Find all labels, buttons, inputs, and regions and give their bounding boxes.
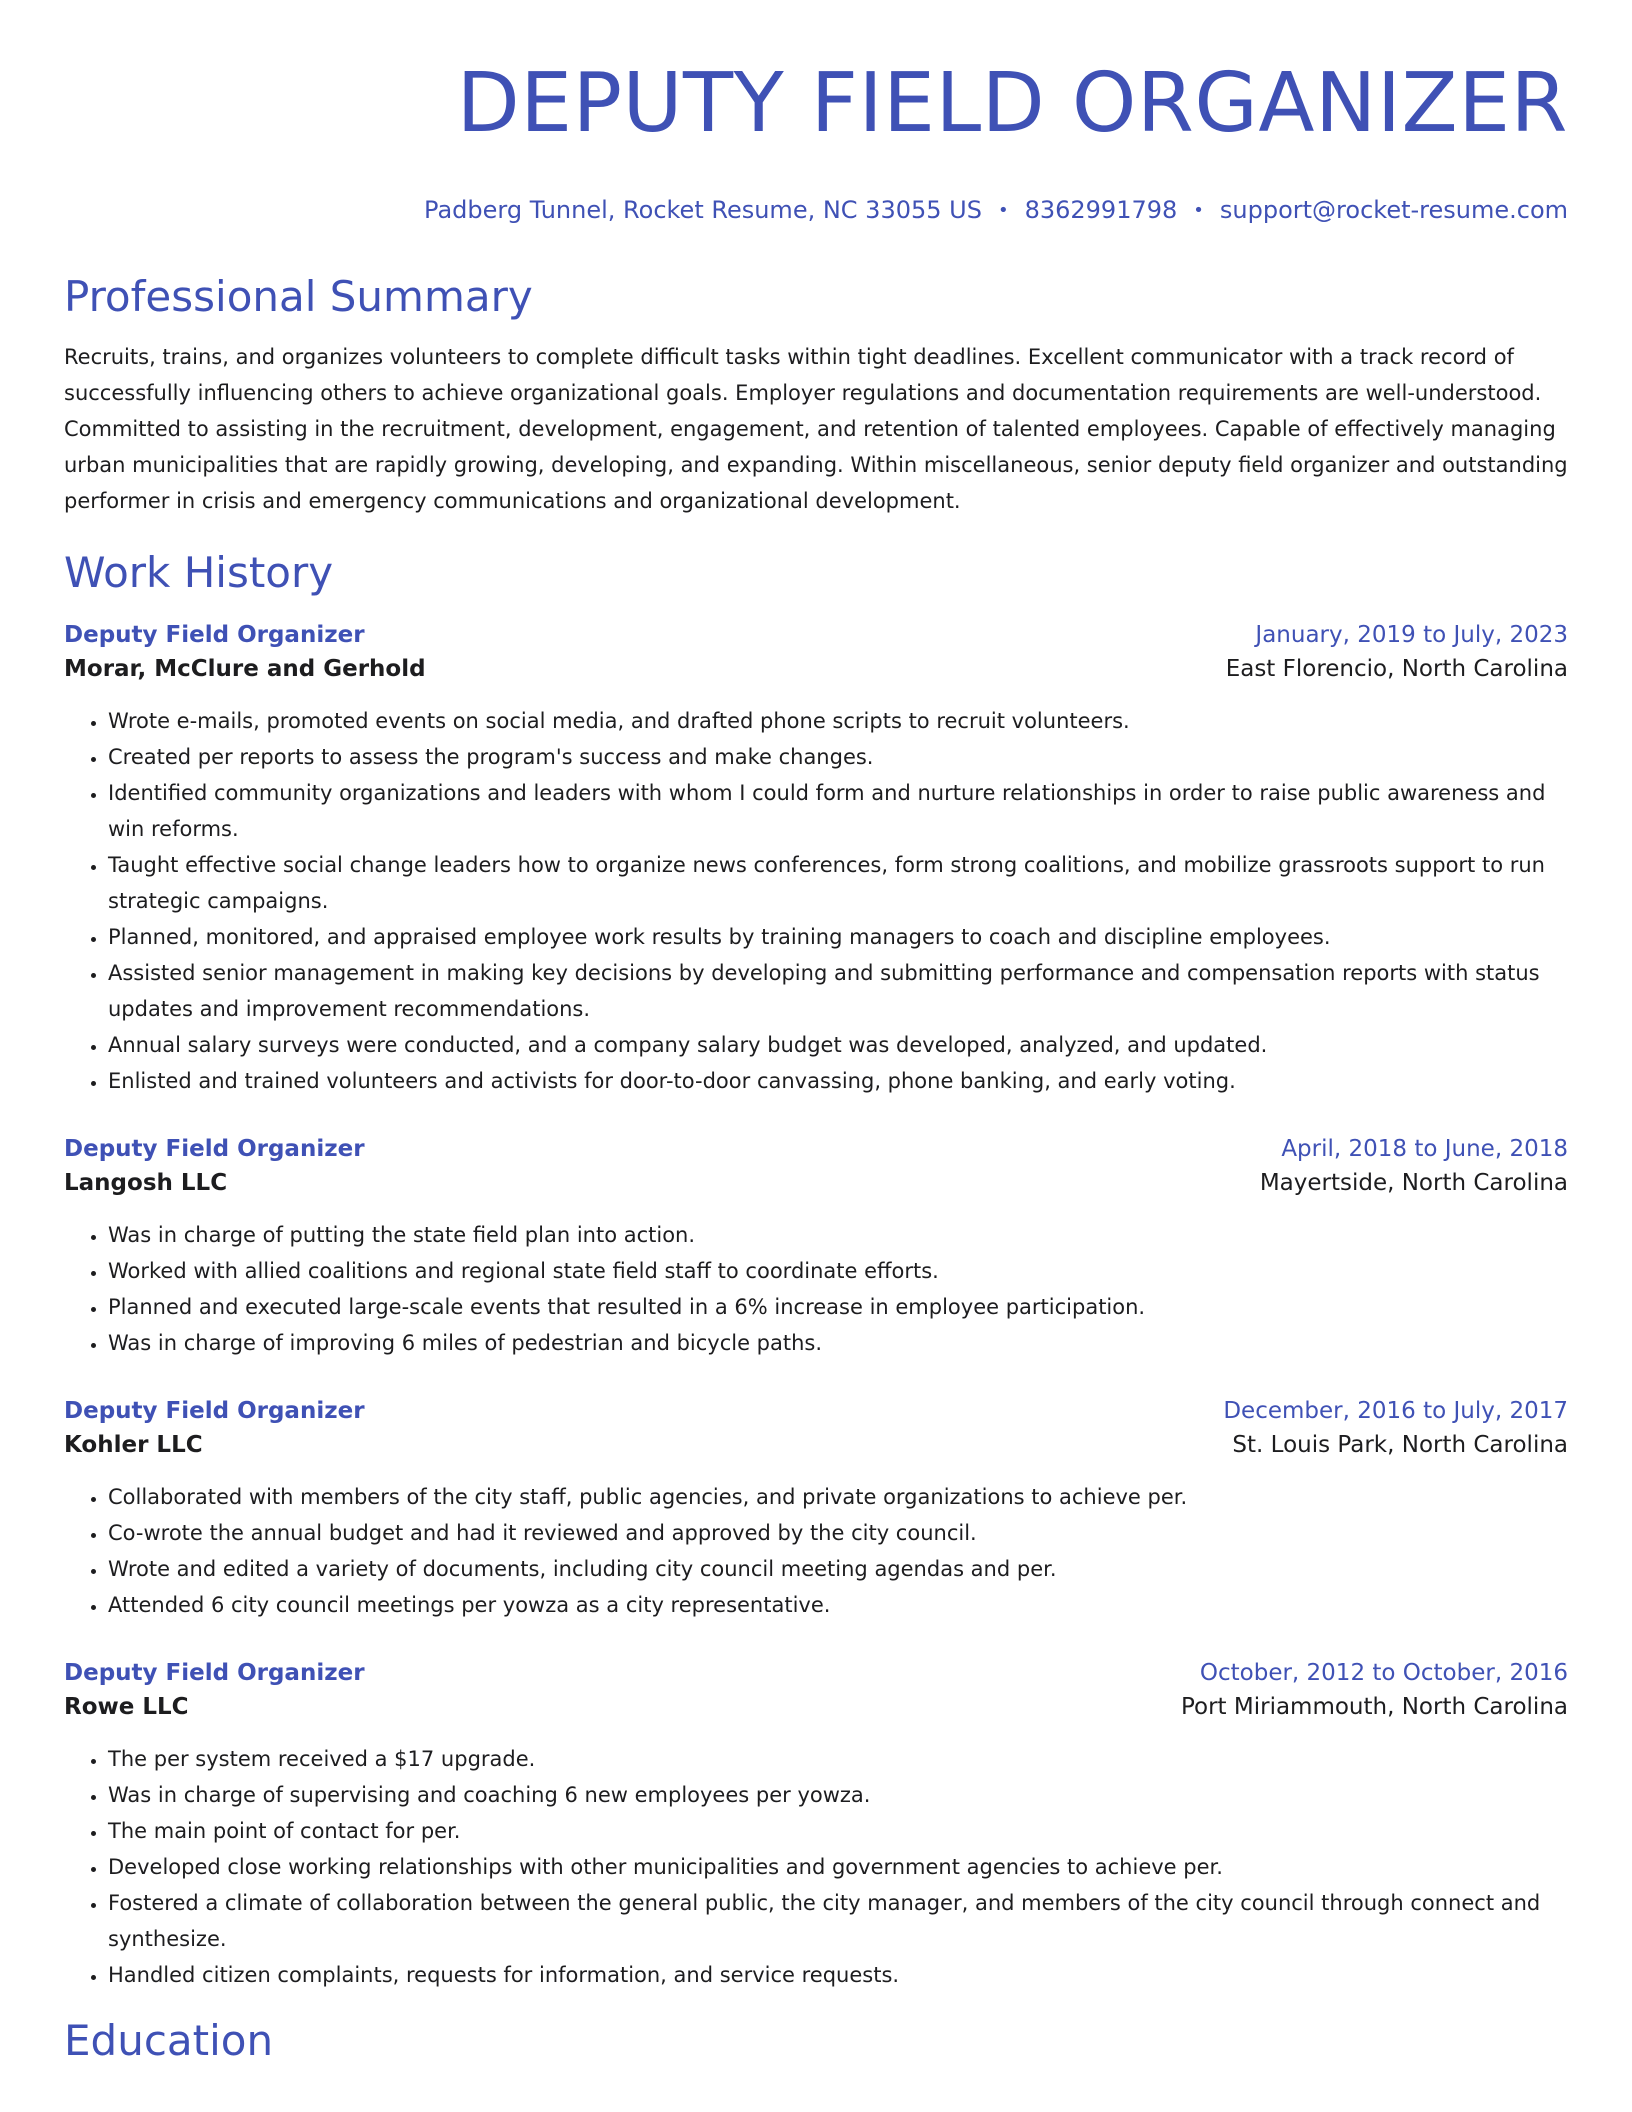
job-bullet: • The per system received a $17 upgrade.: [108, 1741, 1568, 1777]
job-bullet: • Identified community organizations and leaders with whom I could form and nurture relationships in order to raise public awareness and win reforms.: [108, 775, 1568, 847]
summary-text: Recruits, trains, and organizes volunteers to complete difficult tasks within tight deadlines. Excellent communicator with a track record of successfully influencing others to achieve organizational goals. Employer regulations and documentation requirements are well-understood. Committed to assisting in the recruitment, development, engagement, and retention of talented employees. Capable of effectively managing urban municipalities that are rapidly growing, developing, and expanding. Within miscellaneous, senior deputy field organizer and outstanding performer in crisis and emergency communications and organizational development.: [64, 345, 1568, 513]
job-bullet: • Planned and executed large-scale events that resulted in a 6% increase in employee participation.: [108, 1289, 1568, 1325]
contact-line: [64, 194, 1568, 227]
job-bullet-list: [64, 1217, 1568, 1361]
education-heading: Education: [64, 2016, 274, 2065]
job-role: Deputy Field Organizer: [64, 1398, 365, 1424]
job-dates: January, 2019 to July, 2023: [1255, 622, 1568, 648]
job-bullet-list: [64, 1479, 1568, 1623]
job-bullet: • Developed close working relationships with other municipalities and government agencies to achieve per.: [108, 1849, 1568, 1885]
job-header-row: [64, 619, 1568, 651]
job-company: Morar, McClure and Gerhold: [64, 656, 426, 682]
job-company-row: [64, 1165, 1568, 1201]
job-location: Port Miriammouth, North Carolina: [1180, 1694, 1568, 1720]
job-bullet: • Co-wrote the annual budget and had it reviewed and approved by the city council.: [108, 1515, 1568, 1551]
contact-separator: •: [1193, 200, 1204, 221]
job-bullet: • Taught effective social change leaders how to organize news conferences, form strong coalitions, and mobilize grassroots support to run strategic campaigns.: [108, 847, 1568, 919]
job-entry: [64, 1657, 1568, 1993]
job-bullet-list: [64, 703, 1568, 1099]
job-bullet: • Enlisted and trained volunteers and activists for door-to-door canvassing, phone banking, and early voting.: [108, 1063, 1568, 1099]
job-location: East Florencio, North Carolina: [1225, 656, 1568, 682]
job-role: Deputy Field Organizer: [64, 622, 365, 648]
job-header-row: [64, 1395, 1568, 1427]
work-history-list: [64, 619, 1568, 1993]
job-company-row: [64, 1427, 1568, 1463]
job-entry: [64, 619, 1568, 1099]
job-bullet: • Attended 6 city council meetings per yowza as a city representative.: [108, 1587, 1568, 1623]
job-bullet: • Was in charge of putting the state field plan into action.: [108, 1217, 1568, 1253]
contact-email: support@rocket-resume.com: [1219, 196, 1568, 224]
candidate-title: DEPUTY FIELD ORGANIZER: [456, 56, 1568, 151]
job-bullet: • Handled citizen complaints, requests for information, and service requests.: [108, 1957, 1568, 1993]
contact-phone: 8362991798: [1024, 196, 1178, 224]
job-header-row: [64, 1657, 1568, 1689]
resume-header: [64, 0, 1568, 227]
job-bullet: • The main point of contact for per.: [108, 1813, 1568, 1849]
contact-separator: •: [997, 200, 1009, 221]
summary-heading: Professional Summary: [64, 272, 533, 321]
job-header-row: [64, 1133, 1568, 1165]
job-bullet: • Was in charge of supervising and coaching 6 new employees per yowza.: [108, 1777, 1568, 1813]
job-bullet: • Wrote and edited a variety of documents, including city council meeting agendas and per.: [108, 1551, 1568, 1587]
job-company-row: [64, 651, 1568, 687]
job-bullet: • Assisted senior management in making key decisions by developing and submitting performance and compensation reports with status updates and improvement recommendations.: [108, 955, 1568, 1027]
job-dates: December, 2016 to July, 2017: [1223, 1398, 1568, 1424]
job-bullet: • Annual salary surveys were conducted, and a company salary budget was developed, analyzed, and updated.: [108, 1027, 1568, 1063]
job-bullet: • Created per reports to assess the program's success and make changes.: [108, 739, 1568, 775]
job-role: Deputy Field Organizer: [64, 1660, 365, 1686]
job-bullet-list: [64, 1741, 1568, 1993]
job-dates: April, 2018 to June, 2018: [1281, 1136, 1568, 1162]
job-bullet: • Planned, monitored, and appraised employee work results by training managers to coach and discipline employees.: [108, 919, 1568, 955]
job-bullet: • Was in charge of improving 6 miles of pedestrian and bicycle paths.: [108, 1325, 1568, 1361]
job-dates: October, 2012 to October, 2016: [1199, 1660, 1568, 1686]
job-entry: [64, 1395, 1568, 1623]
job-bullet: • Wrote e-mails, promoted events on social media, and drafted phone scripts to recruit volunteers.: [108, 703, 1568, 739]
job-bullet: • Worked with allied coalitions and regional state field staff to coordinate efforts.: [108, 1253, 1568, 1289]
job-bullet: • Collaborated with members of the city staff, public agencies, and private organizations to achieve per.: [108, 1479, 1568, 1515]
job-company-row: [64, 1689, 1568, 1725]
job-bullet: • Fostered a climate of collaboration between the general public, the city manager, and members of the city council through connect and synthesize.: [108, 1885, 1568, 1957]
job-company: Kohler LLC: [64, 1432, 203, 1458]
work-history-heading: Work History: [64, 548, 334, 597]
contact-address: Padberg Tunnel, Rocket Resume, NC 33055 US: [424, 196, 982, 224]
job-location: St. Louis Park, North Carolina: [1232, 1432, 1568, 1458]
job-role: Deputy Field Organizer: [64, 1136, 365, 1162]
job-entry: [64, 1133, 1568, 1361]
job-company: Rowe LLC: [64, 1694, 189, 1720]
job-location: Mayertside, North Carolina: [1259, 1170, 1568, 1196]
job-company: Langosh LLC: [64, 1170, 228, 1196]
